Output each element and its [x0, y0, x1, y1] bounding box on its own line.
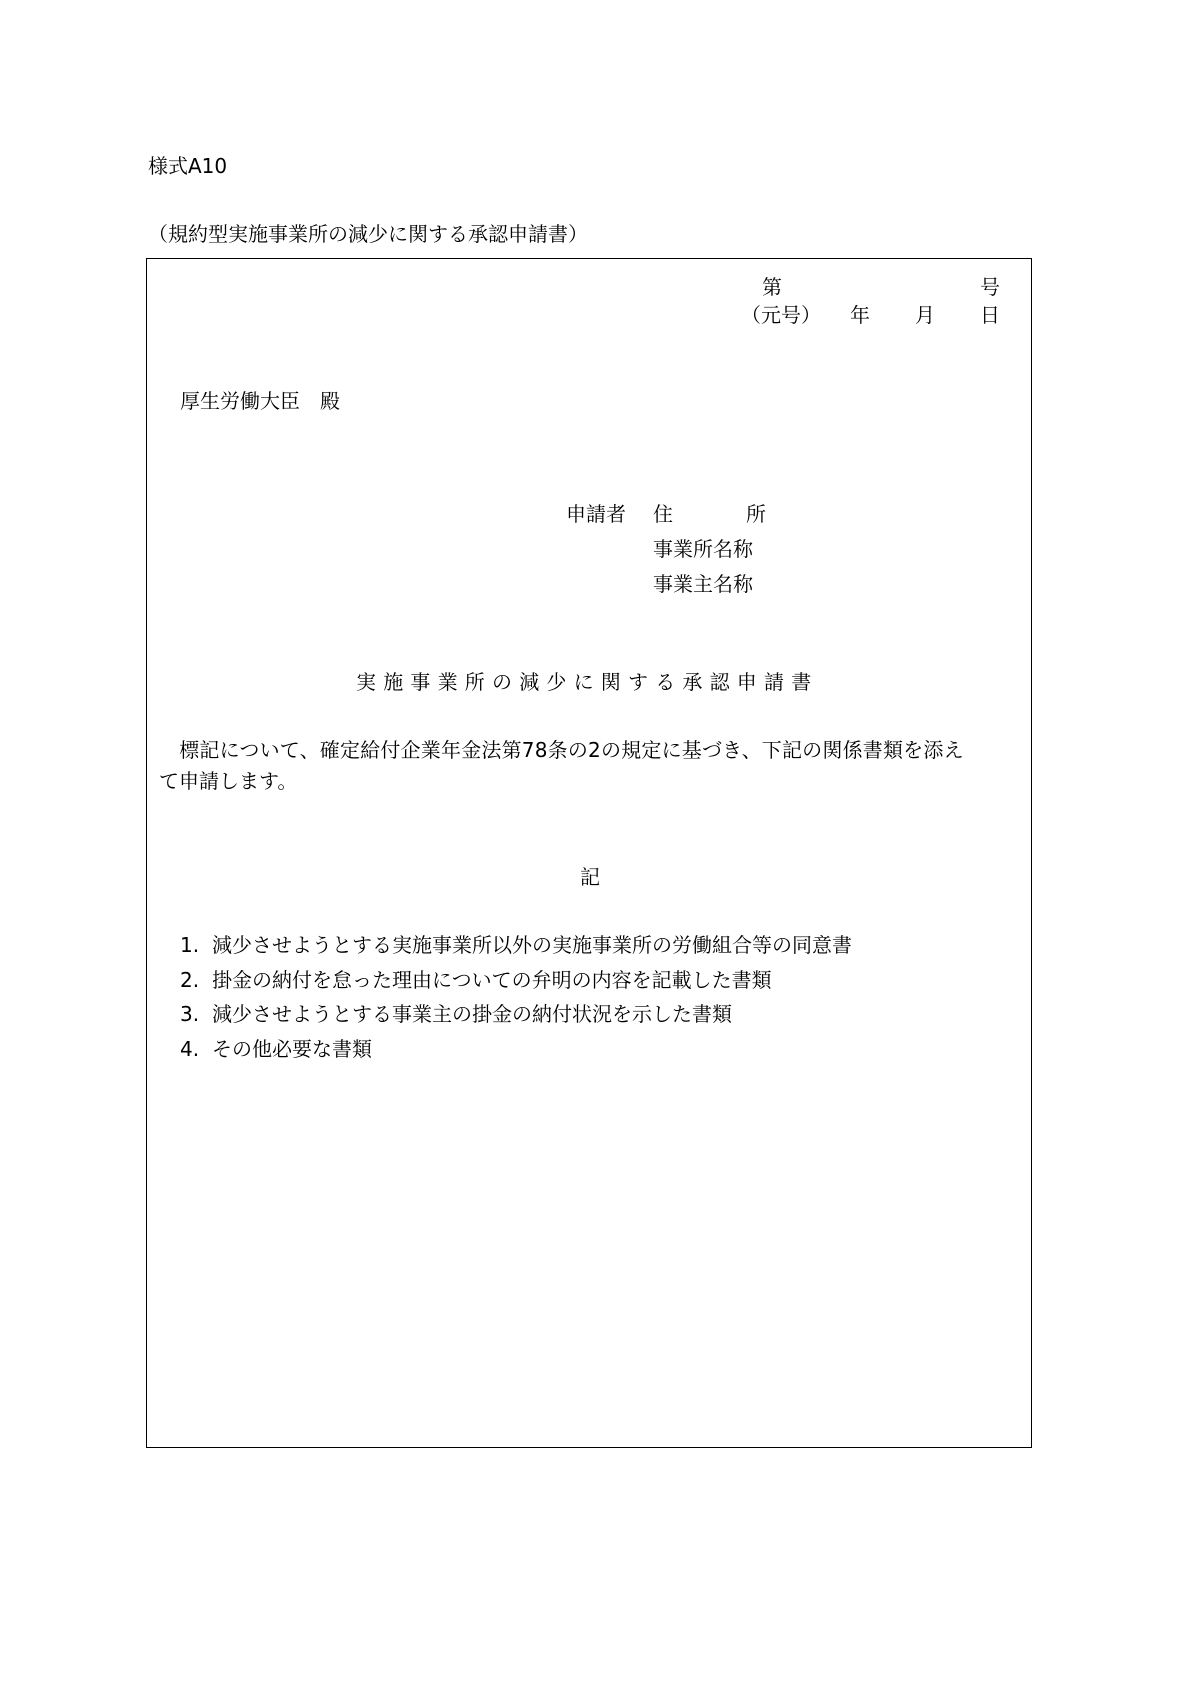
- list-item-number: 2.: [180, 968, 200, 992]
- list-item: [180, 970, 772, 990]
- list-item: [180, 1039, 372, 1059]
- recipient: 厚生労働大臣 殿: [180, 389, 340, 413]
- employer-name-label: 事業主名称: [653, 572, 753, 596]
- office-name-label: 事業所名称: [653, 537, 753, 561]
- list-item-text: 掛金の納付を怠った理由についての弁明の内容を記載した書類: [212, 968, 772, 992]
- address-label: [653, 504, 766, 524]
- list-item-number: 4.: [180, 1037, 200, 1061]
- list-item: [180, 935, 852, 955]
- list-item-text: 減少させようとする事業主の掛金の納付状況を示した書類: [212, 1002, 732, 1026]
- body-text-line-1: 標記について、確定給付企業年金法第78条の2の規定に基づき、下記の関係書類を添え: [159, 738, 964, 762]
- date-day-label: 日: [980, 303, 1000, 327]
- list-item: [180, 1004, 732, 1024]
- reference-go-label: 号: [980, 275, 1000, 299]
- form-number: 様式A10: [148, 154, 228, 178]
- list-item-text: 減少させようとする実施事業所以外の実施事業所の労働組合等の同意書: [212, 933, 852, 957]
- document-subtitle: （規約型実施事業所の減少に関する承認申請書）: [148, 222, 588, 246]
- address-label-first: 住: [653, 502, 673, 526]
- list-item-text: その他必要な書類: [212, 1037, 372, 1061]
- applicant-label: 申請者: [566, 502, 626, 526]
- list-item-number: 1.: [180, 933, 200, 957]
- form-title: 実施事業所の減少に関する承認申請書: [356, 670, 819, 694]
- body-text-line-2: て申請します。: [159, 769, 298, 793]
- date-month-label: 月: [915, 303, 935, 327]
- date-era-label: （元号）: [741, 303, 821, 327]
- reference-dai-label: 第: [762, 275, 782, 299]
- date-year-label: 年: [850, 303, 870, 327]
- form-frame: [146, 258, 1032, 1448]
- list-item-number: 3.: [180, 1002, 200, 1026]
- address-label-second: 所: [746, 502, 766, 526]
- ki-heading: 記: [580, 865, 600, 889]
